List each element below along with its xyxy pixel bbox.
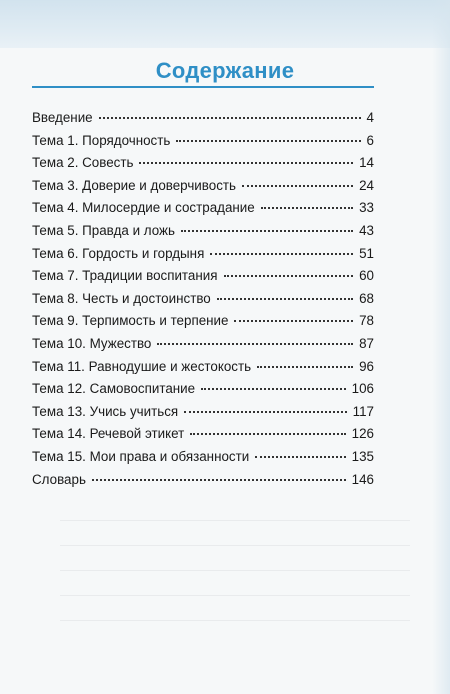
toc-entry-page-number: 51 [359, 245, 374, 261]
toc-entry-label: Тема 4. Милосердие и сострадание [32, 200, 255, 216]
toc-leader-dots [224, 275, 354, 277]
toc-leader-dots [201, 388, 346, 390]
show-through-line [60, 595, 410, 596]
toc-entry [32, 110, 374, 133]
toc-leader-dots [181, 230, 353, 232]
toc-leader-dots [257, 366, 353, 368]
toc-entry-page-number: 14 [359, 155, 374, 171]
show-through-line [60, 520, 410, 521]
table-of-contents [32, 110, 374, 494]
toc-leader-dots [234, 320, 353, 322]
toc-entry [32, 246, 374, 269]
show-through-line [60, 620, 410, 621]
toc-entry [32, 291, 374, 314]
toc-entry-page-number: 24 [359, 177, 374, 193]
toc-entry [32, 359, 374, 382]
toc-entry [32, 155, 374, 178]
title-underline [32, 86, 374, 88]
toc-leader-dots [190, 433, 345, 435]
toc-entry-page-number: 4 [366, 110, 374, 125]
toc-leader-dots [210, 253, 353, 255]
toc-entry-label: Тема 7. Традиции воспитания [32, 268, 218, 284]
toc-entry-label: Тема 13. Учись учиться [32, 403, 179, 419]
toc-entry-label: Тема 9. Терпимость и терпение [32, 313, 229, 329]
toc-leader-dots [99, 117, 361, 119]
page-title: Содержание [155, 58, 295, 83]
toc-entry [32, 268, 374, 291]
toc-entry [32, 404, 374, 427]
toc-entry-page-number: 33 [359, 200, 374, 216]
toc-entry-label: Тема 3. Доверие и доверчивость [32, 177, 237, 193]
toc-entry [32, 381, 374, 404]
toc-entry [32, 223, 374, 246]
page-side-tint [432, 0, 450, 694]
toc-entry-label: Тема 2. Совесть [32, 155, 134, 171]
toc-leader-dots [157, 343, 353, 345]
toc-entry-page-number: 60 [359, 268, 374, 284]
toc-entry [32, 200, 374, 223]
toc-entry [32, 313, 374, 336]
show-through-line [60, 545, 410, 546]
toc-entry-page-number: 106 [351, 381, 374, 397]
toc-entry-page-number: 117 [352, 403, 374, 419]
toc-leader-dots [92, 479, 346, 481]
toc-entry-page-number: 96 [359, 358, 374, 374]
toc-leader-dots [217, 298, 353, 300]
toc-entry-page-number: 126 [351, 426, 374, 442]
toc-leader-dots [261, 207, 353, 209]
toc-entry-label: Тема 5. Правда и ложь [32, 222, 175, 238]
toc-entry-label: Введение [32, 110, 93, 125]
toc-leader-dots [184, 411, 346, 413]
toc-entry-label: Тема 1. Порядочность [32, 132, 171, 148]
toc-entry [32, 178, 374, 201]
toc-leader-dots [139, 162, 353, 164]
toc-leader-dots [242, 185, 353, 187]
toc-entry-label: Словарь [32, 471, 86, 487]
toc-entry [32, 426, 374, 449]
toc-leader-dots [176, 140, 360, 142]
title-wrap [0, 58, 450, 84]
show-through-line [60, 570, 410, 571]
toc-entry [32, 449, 374, 472]
toc-entry [32, 336, 374, 359]
toc-entry-page-number: 87 [359, 335, 374, 351]
toc-entry [32, 472, 374, 495]
toc-entry-label: Тема 14. Речевой этикет [32, 426, 185, 442]
toc-entry-label: Тема 11. Равнодушие и жестокость [32, 358, 252, 374]
toc-entry-page-number: 135 [351, 448, 374, 464]
page-top-band [0, 0, 450, 48]
toc-leader-dots [255, 456, 345, 458]
toc-entry-page-number: 68 [359, 290, 374, 306]
toc-entry-label: Тема 12. Самовоспитание [32, 381, 196, 397]
toc-entry-page-number: 78 [359, 313, 374, 329]
toc-entry-label: Тема 10. Мужество [32, 335, 152, 351]
toc-entry-page-number: 6 [366, 132, 374, 148]
toc-entry-page-number: 43 [359, 222, 374, 238]
toc-entry [32, 133, 374, 156]
toc-entry-label: Тема 15. Мои права и обязанности [32, 448, 250, 464]
toc-entry-label: Тема 8. Честь и достоинство [32, 290, 211, 306]
toc-entry-label: Тема 6. Гордость и гордыня [32, 245, 205, 261]
toc-entry-page-number: 146 [351, 471, 374, 487]
